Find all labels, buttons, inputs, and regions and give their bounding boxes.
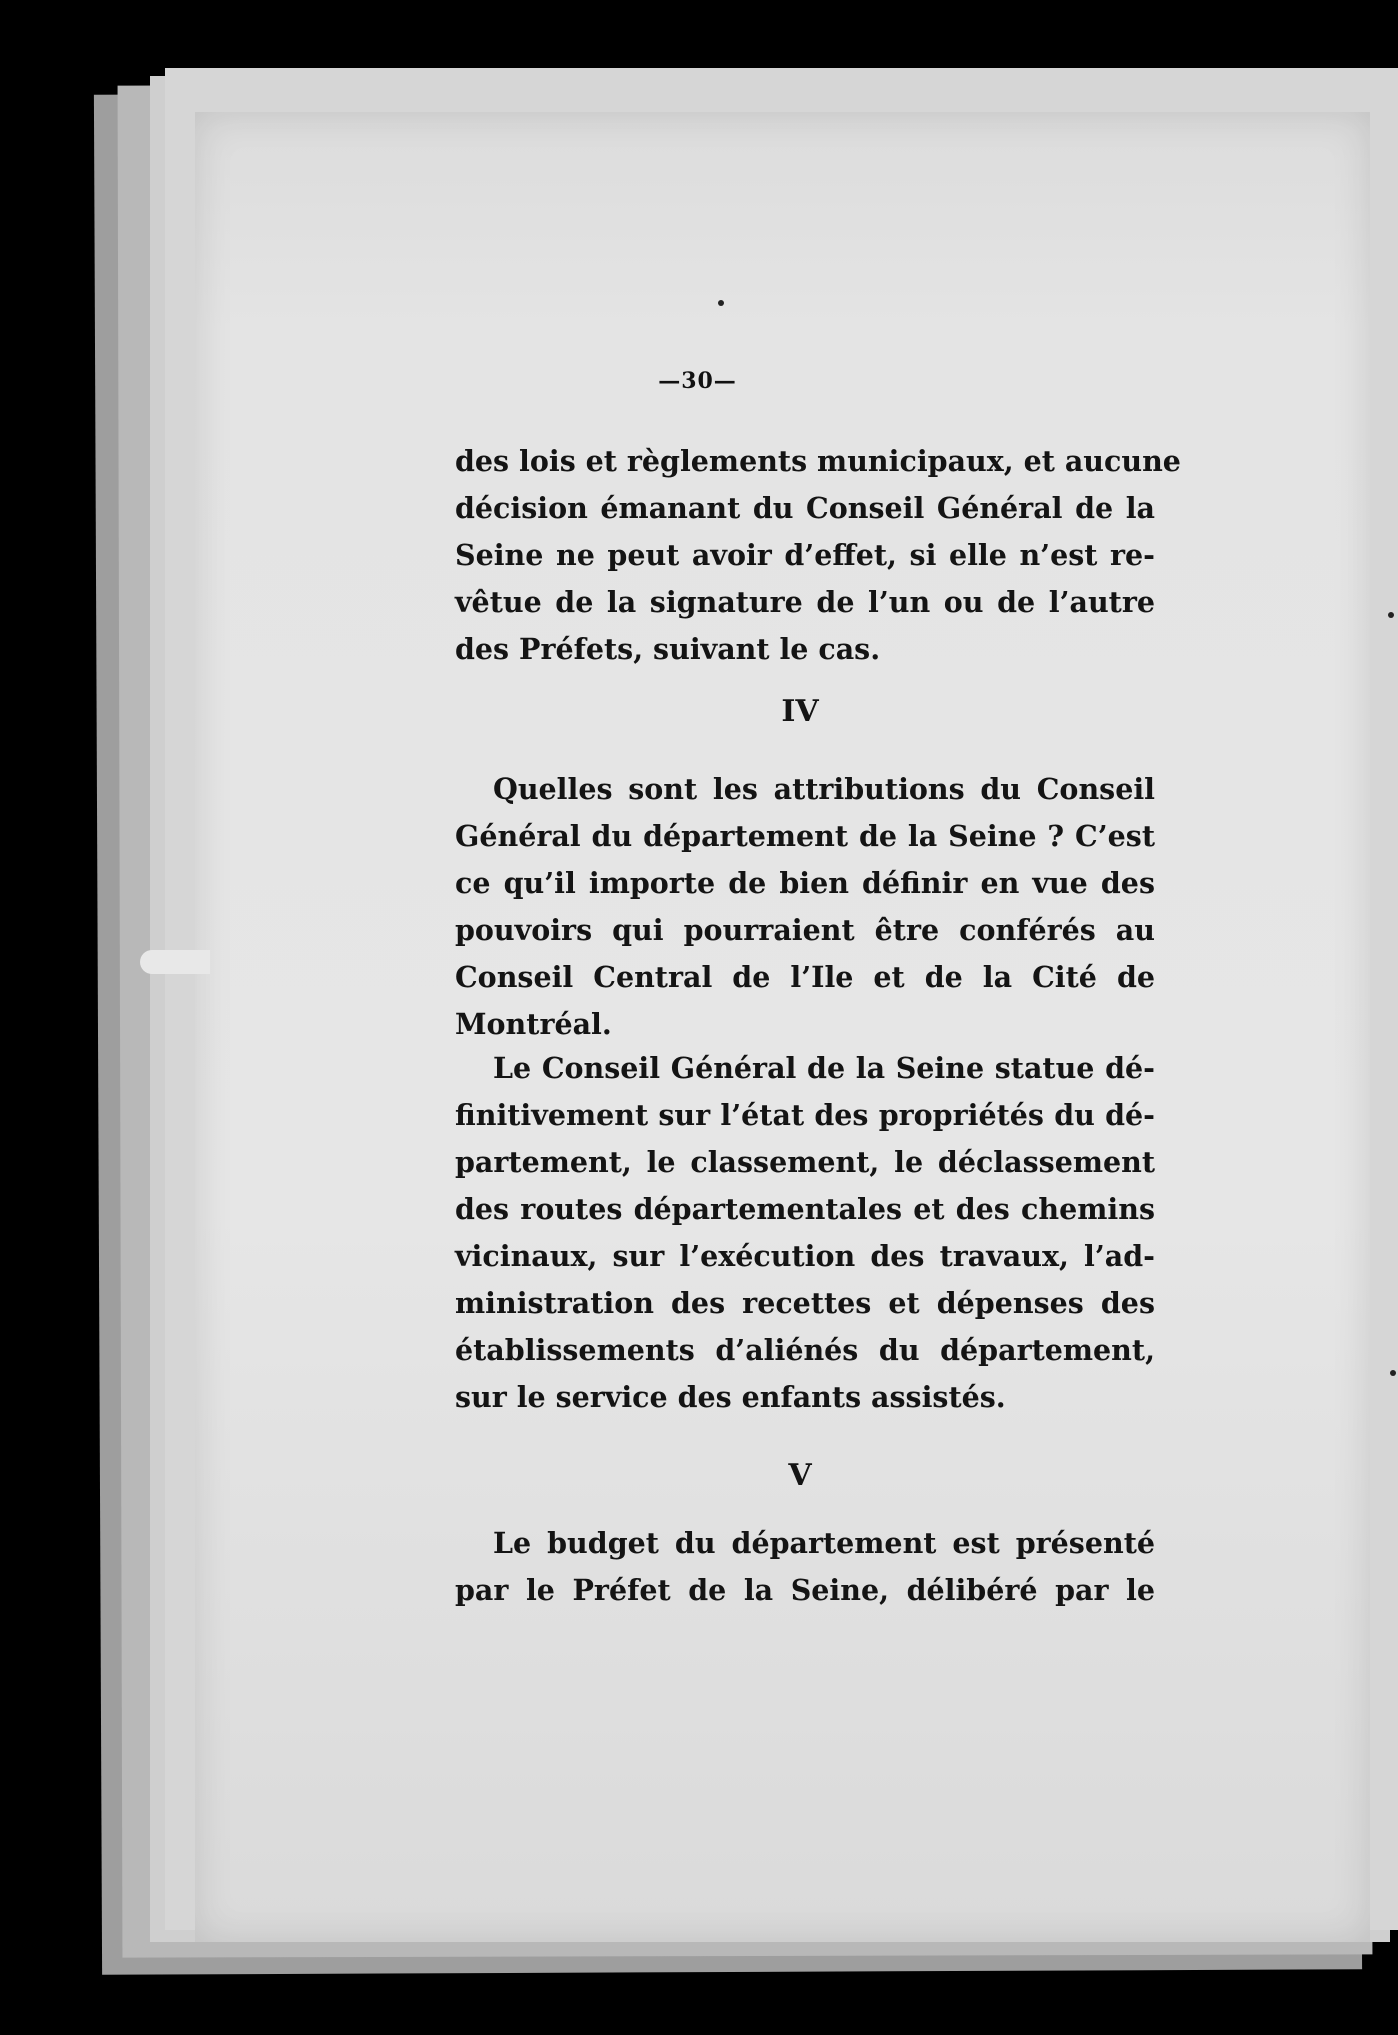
text-line: Quelles sont les attributions du Conseil bbox=[493, 772, 1155, 806]
text-line: ce qu’il importe de bien définir en vue des bbox=[455, 866, 1155, 900]
paragraph-statue bbox=[455, 1045, 1155, 1421]
text-line: établissements d’aliénés du département, bbox=[455, 1333, 1155, 1367]
text-line: décision émanant du Conseil Général de la bbox=[455, 491, 1155, 525]
text-line: des routes départementales et des chemins bbox=[455, 1192, 1155, 1226]
ink-speck bbox=[1388, 612, 1394, 618]
section-heading-v: V bbox=[788, 1458, 812, 1493]
text-line: Montréal. bbox=[455, 1007, 612, 1041]
text-line: Général du département de la Seine ? C’est bbox=[455, 819, 1155, 853]
text-line: Le Conseil Général de la Seine statue dé- bbox=[493, 1051, 1155, 1085]
page-tab-marker bbox=[140, 950, 210, 974]
text-line: des lois et règlements municipaux, et aucune bbox=[455, 444, 1181, 478]
ink-speck bbox=[718, 300, 724, 306]
text-line: ministration des recettes et dépenses des bbox=[455, 1286, 1155, 1320]
text-line: Le budget du département est présenté bbox=[493, 1526, 1155, 1560]
text-line: partement, le classement, le déclassement bbox=[455, 1145, 1155, 1179]
paragraph-attributions bbox=[455, 766, 1155, 1048]
ink-speck bbox=[1390, 1370, 1396, 1376]
text-line: des Préfets, suivant le cas. bbox=[455, 632, 881, 666]
text-line: sur le service des enfants assistés. bbox=[455, 1380, 1006, 1414]
paragraph-budget bbox=[455, 1520, 1155, 1614]
text-line: par le Préfet de la Seine, délibéré par le bbox=[455, 1573, 1155, 1607]
text-line: finitivement sur l’état des propriétés du dé- bbox=[455, 1098, 1155, 1132]
section-heading-iv: IV bbox=[781, 694, 819, 729]
text-line: Seine ne peut avoir d’effet, si elle n’est re- bbox=[455, 538, 1155, 572]
text-line: vêtue de la signature de l’un ou de l’autre bbox=[455, 585, 1155, 619]
text-line: Conseil Central de l’Ile et de la Cité de bbox=[455, 960, 1155, 994]
page-number: —30— bbox=[658, 368, 737, 394]
paragraph-continuation bbox=[455, 438, 1181, 673]
text-line: vicinaux, sur l’exécution des travaux, l’ad- bbox=[455, 1239, 1155, 1273]
text-line: pouvoirs qui pourraient être conférés au bbox=[455, 913, 1155, 947]
